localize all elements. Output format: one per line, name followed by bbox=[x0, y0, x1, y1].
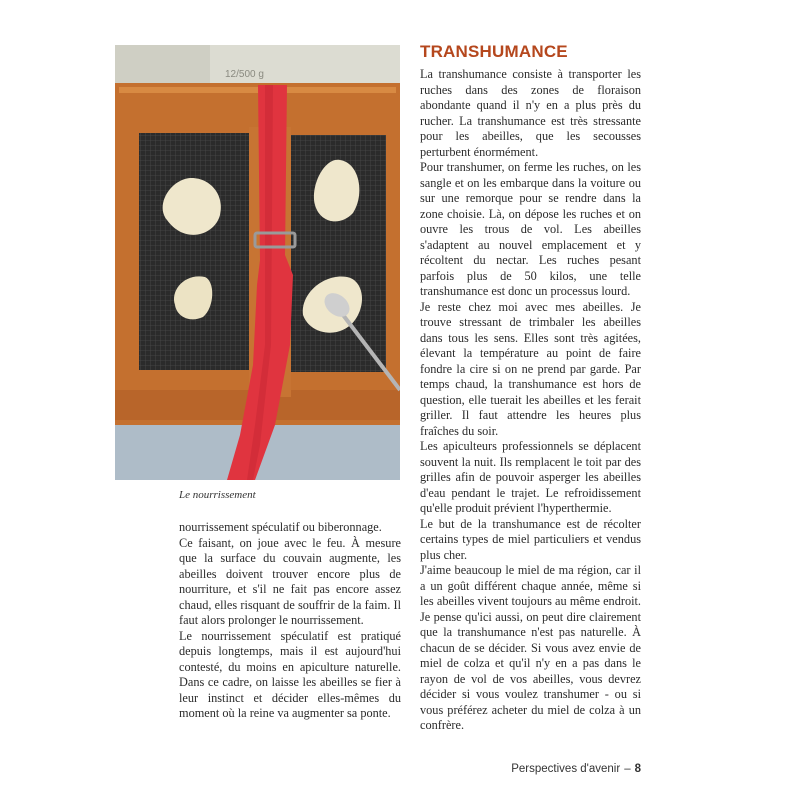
page-number: 8 bbox=[634, 763, 641, 775]
page-footer bbox=[511, 763, 641, 775]
paragraph: Pour transhumer, on ferme les ruches, on les sangle et on les embarque dans la voiture ou sur une remorque pour se rendre dans la zone choisie. Là, on dépose les ruches et on ouvre les trous de vol. Les abeilles s'adaptent au nouvel emplacement et y récoltent du nectar. Les ruches pesant parfois plus de 50 kilos, une telle transhumance est donc un processus lourd. bbox=[420, 160, 641, 298]
paragraph: Le but de la transhumance est de récolter certains types de miel particuliers et vendus plus cher. bbox=[420, 516, 641, 562]
paragraph: Le nourrissement spéculatif est pratiqué depuis longtemps, mais il est aujourd'hui contesté, du moins en apiculture naturelle. Dans ce cadre, on laisse les abeilles se fier à leur instinct et décider elles-mêmes du moment où la reine va augmenter sa ponte. bbox=[179, 628, 401, 720]
paragraph: La transhumance consiste à transporter les ruches dans des zones de floraison abondante quand il n'y en a plus près du rucher. La transhumance est très stressante pour les abeilles, que les secousses perturbent énormément. bbox=[420, 67, 641, 159]
section-heading: TRANSHUMANCE bbox=[420, 42, 568, 61]
footer-section: Perspectives d'avenir bbox=[511, 763, 621, 775]
feeding-photo bbox=[115, 45, 400, 480]
paragraph: nourrissement spéculatif ou biberonnage. bbox=[179, 520, 382, 534]
paragraph: Je reste chez moi avec mes abeilles. Je trouve stressant de trimbaler les abeilles dans tous les sens. Elles sont très agitées, élevant la température au point de faire fondre la cire si on ne prend par garde. Par temps chaud, la transhumance est hors de question, elle tuerait les abeilles et les ferait griller. Il faut attendre les heures plus fraîches du soir. bbox=[420, 299, 641, 438]
feeding-frame-illustration bbox=[115, 45, 400, 480]
paragraph: J'aime beaucoup le miel de ma région, car il a un goût différent chaque année, même si les abeilles vivent toujours au même endroit. Je pense qu'ici aussi, on peut dire clairement que la transhumance n'est pas naturelle. À chacun de se décider. Si vous avez envie de miel de colza et qu'il n'y en a pas dans le rayon de vol de vos abeilles, vous devrez décider si vous voulez transhumer - ou si vous préférez acheter du miel de colza à un confrère. bbox=[420, 563, 641, 732]
footer-separator: – bbox=[624, 763, 631, 775]
box-label: 12/500 g bbox=[225, 69, 264, 80]
paragraph: Les apiculteurs professionnels se déplacent souvent la nuit. Ils remplacent le toit par des grilles afin de pouvoir asperger les abeilles d'eau pendant le trajet. Le refroidissement qu'elle produit prévient l'hyperthermie. bbox=[420, 439, 641, 515]
left-column bbox=[179, 520, 401, 722]
paragraph: Ce faisant, on joue avec le feu. À mesure que la surface du couvain augmente, les abeilles doivent trouver encore plus de nourriture, et s'il ne fait pas encore assez chaud, elles risquant de souffrir de la faim. Il faut alors prolonger le nourrissement. bbox=[179, 535, 401, 627]
photo-caption: Le nourrissement bbox=[179, 489, 256, 501]
right-column bbox=[420, 67, 641, 734]
